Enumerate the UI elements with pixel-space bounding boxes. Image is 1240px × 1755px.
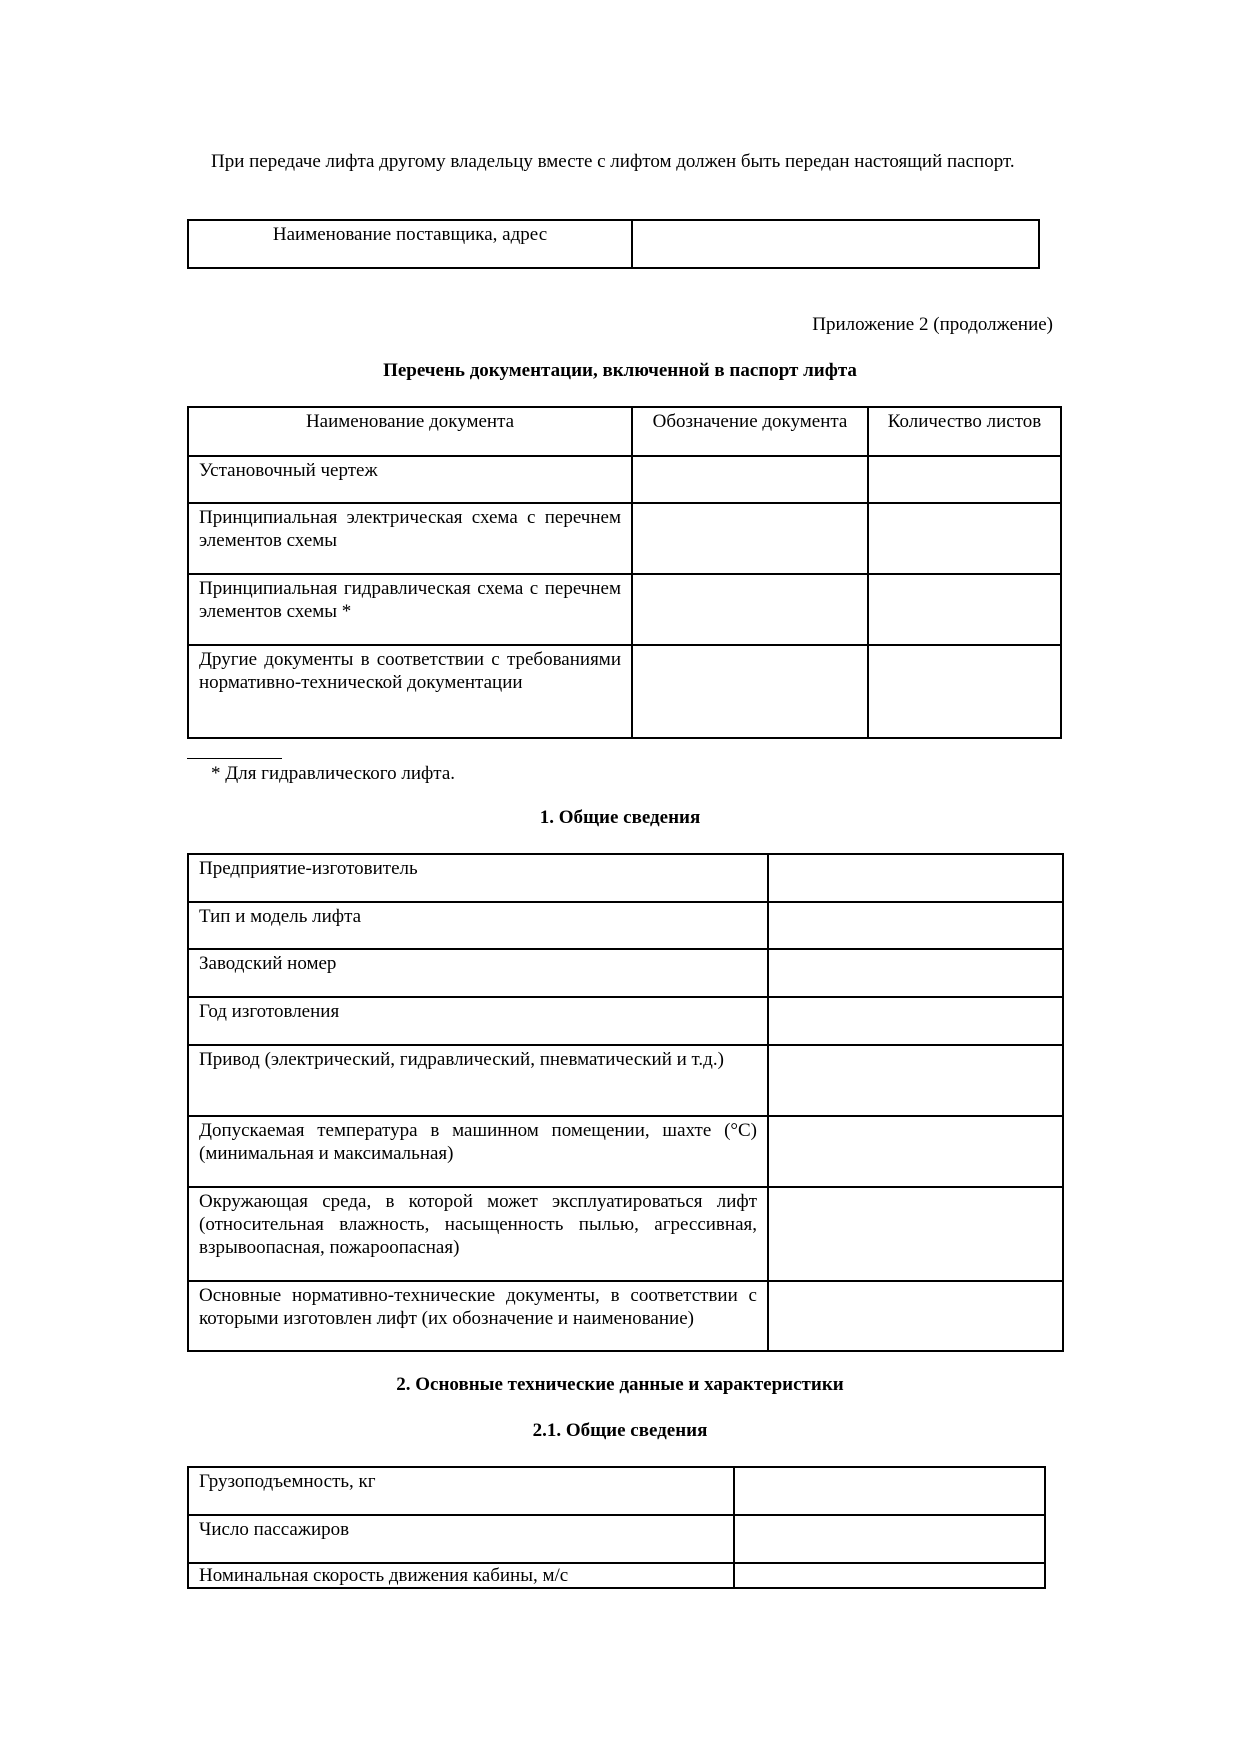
intro-paragraph-text: При передаче лифта другому владельцу вместе с лифтом должен быть передан настоящий паспорт. xyxy=(211,151,1015,172)
section1-title: 1. Общие сведения xyxy=(539,807,701,828)
drive-type-label: Привод (электрический, гидравлический, пневматический и т.д.) xyxy=(188,1045,768,1116)
section2-title: 2. Основные технические данные и характеристики xyxy=(396,1374,844,1395)
lift-type-value[interactable] xyxy=(768,902,1063,949)
table-row xyxy=(188,1515,1045,1563)
table-row xyxy=(188,1116,1063,1187)
serial-number-label: Заводский номер xyxy=(188,949,768,997)
environment-label: Окружающая среда, в которой может эксплуатироваться лифт (относительная влажность, насыщенность пылью, агрессивная, взрывоопасная, пожароопасная) xyxy=(188,1187,768,1281)
lift-type-label: Тип и модель лифта xyxy=(188,902,768,949)
serial-number-value[interactable] xyxy=(768,949,1063,997)
manufacture-year-value[interactable] xyxy=(768,997,1063,1045)
document-designation-cell[interactable] xyxy=(632,645,868,738)
supplier-label: Наименование поставщика, адрес xyxy=(188,220,632,268)
load-capacity-value[interactable] xyxy=(734,1467,1045,1515)
section2-1-title: 2.1. Общие сведения xyxy=(532,1420,708,1441)
document-designation-cell[interactable] xyxy=(632,503,868,574)
drive-type-value[interactable] xyxy=(768,1045,1063,1116)
table-row xyxy=(188,503,1061,574)
document-designation-cell[interactable] xyxy=(632,574,868,645)
table-row xyxy=(188,1045,1063,1116)
passenger-count-label: Число пассажиров xyxy=(188,1515,734,1563)
intro-paragraph xyxy=(187,150,1053,173)
footnote-separator xyxy=(187,758,282,759)
manufacturer-value[interactable] xyxy=(768,854,1063,902)
table-row xyxy=(188,854,1063,902)
table-row xyxy=(188,1467,1045,1515)
supplier-table xyxy=(187,219,1040,269)
table-row xyxy=(188,1187,1063,1281)
standards-value[interactable] xyxy=(768,1281,1063,1351)
allowed-temperature-label: Допускаемая температура в машинном помещении, шахте (°C) (минимальная и максимальная) xyxy=(188,1116,768,1187)
documents-title: Перечень документации, включенной в паспорт лифта xyxy=(383,360,857,381)
document-name-cell: Другие документы в соответствии с требованиями нормативно-технической документации xyxy=(188,645,632,738)
document-sheets-cell[interactable] xyxy=(868,645,1061,738)
general-info-table xyxy=(187,853,1064,1352)
nominal-speed-label: Номинальная скорость движения кабины, м/с xyxy=(188,1563,734,1588)
documents-header-row xyxy=(188,407,1061,456)
standards-label: Основные нормативно-технические документы, в соответствии с которыми изготовлен лифт (их обозначение и наименование) xyxy=(188,1281,768,1351)
table-row xyxy=(188,574,1061,645)
technical-data-table xyxy=(187,1466,1046,1589)
passenger-count-value[interactable] xyxy=(734,1515,1045,1563)
table-row xyxy=(188,949,1063,997)
nominal-speed-value[interactable] xyxy=(734,1563,1045,1588)
table-row xyxy=(188,997,1063,1045)
footnote: * Для гидравлического лифта. xyxy=(211,763,456,784)
document-sheets-cell[interactable] xyxy=(868,456,1061,503)
table-row xyxy=(188,456,1061,503)
documents-table xyxy=(187,406,1062,739)
table-row xyxy=(188,1563,1045,1588)
document-name-cell: Установочный чертеж xyxy=(188,456,632,503)
manufacture-year-label: Год изготовления xyxy=(188,997,768,1045)
header-sheet-count: Количество листов xyxy=(868,407,1061,456)
load-capacity-label: Грузоподъемность, кг xyxy=(188,1467,734,1515)
document-sheets-cell[interactable] xyxy=(868,503,1061,574)
manufacturer-label: Предприятие-изготовитель xyxy=(188,854,768,902)
supplier-row xyxy=(188,220,1039,268)
header-document-designation: Обозначение документа xyxy=(632,407,868,456)
environment-value[interactable] xyxy=(768,1187,1063,1281)
header-document-name: Наименование документа xyxy=(188,407,632,456)
document-name-cell: Принципиальная гидравлическая схема с перечнем элементов схемы * xyxy=(188,574,632,645)
document-name-cell: Принципиальная электрическая схема с перечнем элементов схемы xyxy=(188,503,632,574)
table-row xyxy=(188,902,1063,949)
document-sheets-cell[interactable] xyxy=(868,574,1061,645)
table-row xyxy=(188,1281,1063,1351)
document-designation-cell[interactable] xyxy=(632,456,868,503)
allowed-temperature-value[interactable] xyxy=(768,1116,1063,1187)
table-row xyxy=(188,645,1061,738)
supplier-value[interactable] xyxy=(632,220,1039,268)
appendix-label: Приложение 2 (продолжение) xyxy=(812,314,1053,335)
